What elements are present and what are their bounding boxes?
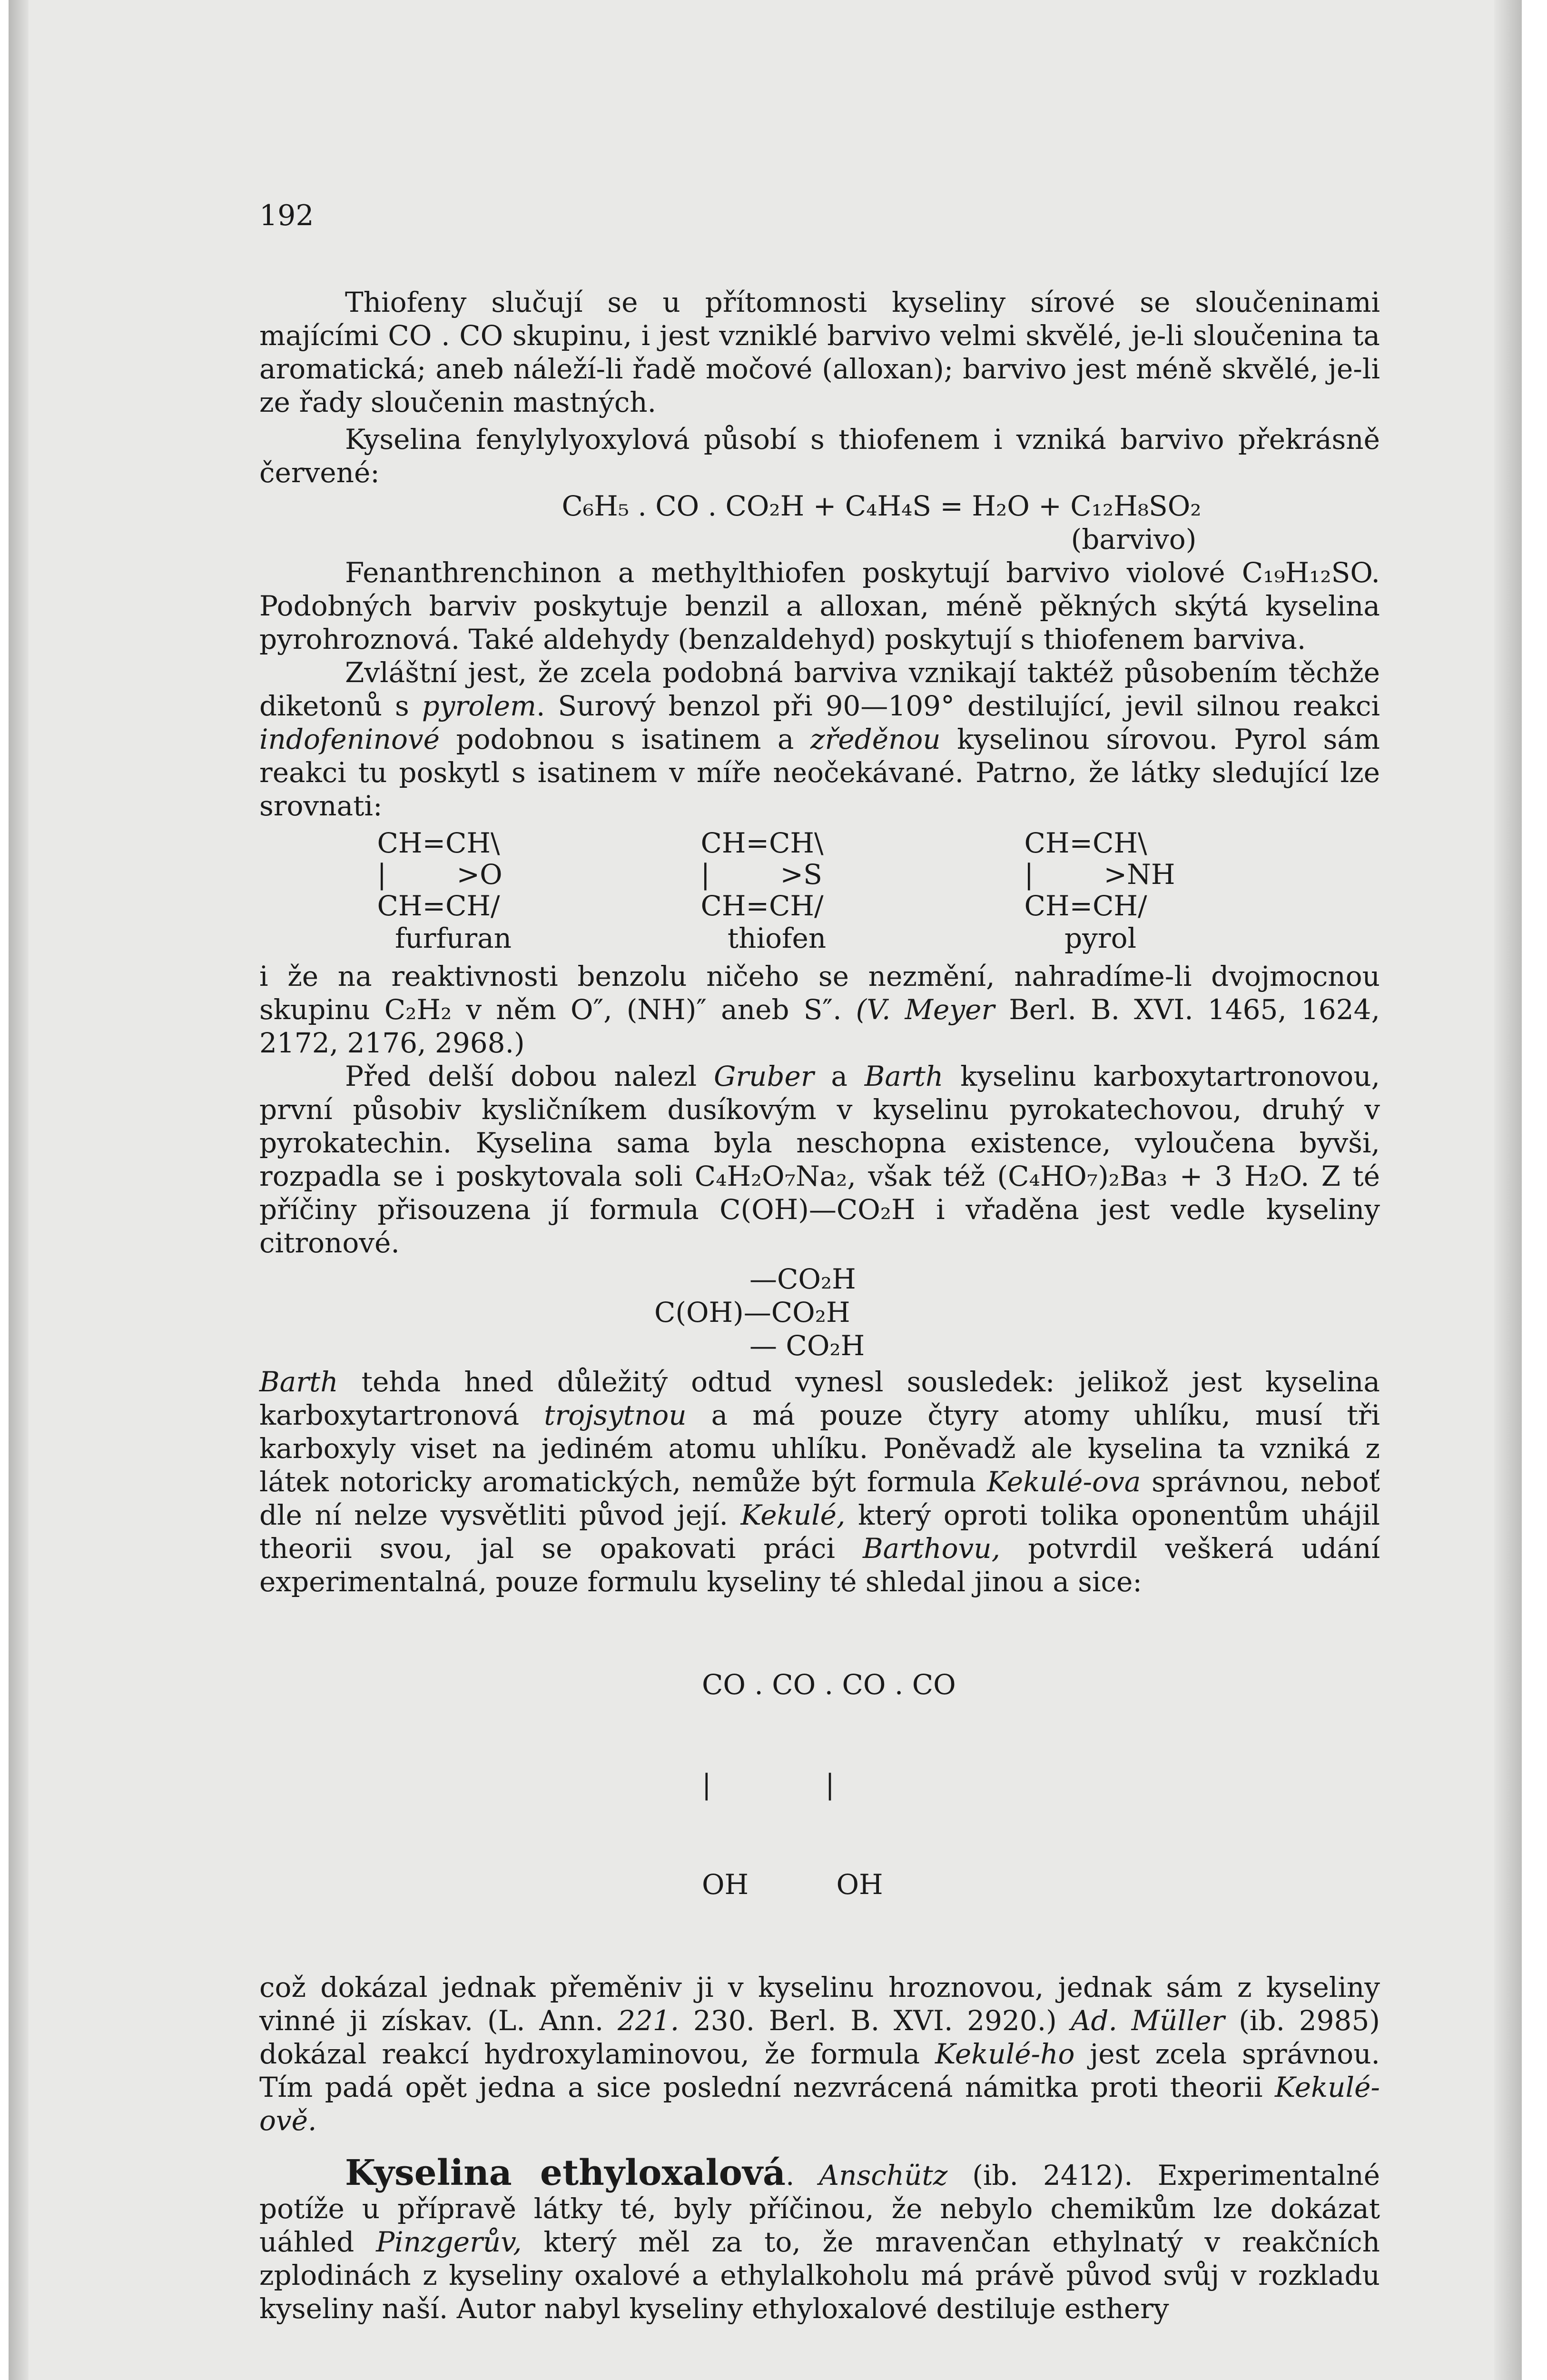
scan-shadow-right xyxy=(1494,0,1522,2380)
formula-line: OH OH xyxy=(702,1868,883,1901)
italic-anschutz: Anschütz xyxy=(819,2159,948,2192)
text-run: tehda hned důležitý odtud vynesl sousledek: jelikož jest kyselina karboxytartronová xyxy=(259,1366,1380,1431)
text-run: správnou, neboť dle ní nelze vysvětliti původ její. xyxy=(259,1466,1380,1531)
ring-top: CH=CH xyxy=(700,827,815,859)
italic-221: 221. xyxy=(618,2004,680,2037)
paragraph-ethyloxalova: Kyselina ethyloxalová. Anschütz (ib. 2412). Experimentalné potíže u přípravě látky té, byly příčinou, že nebylo chemikům lze dokázat uáhled Pinzgerův, který měl za to, že mravenčan ethylnatý v reakčních zplodinách z kyseliny oxalové a ethylalkoholu má právě původ svůj v rozkladu kyseliny naší. Autor nabyl kyseliny ethyloxalové destiluje esthery xyxy=(259,2152,1380,2325)
formula-karboxytartronova xyxy=(654,1262,1380,1362)
paragraph-reaktivnost xyxy=(259,960,1380,1060)
page-body xyxy=(259,286,1380,2325)
ring-name: thiofen xyxy=(727,922,827,954)
italic-barthovu: Barthovu, xyxy=(863,1532,1001,1565)
text-run: podobnou s isatinem a xyxy=(456,723,794,755)
italic-meyer: (V. Meyer xyxy=(856,993,995,1026)
text-run: který měl za to, že mravenčan ethylnatý v reakčních zplodinách z kyseliny oxalové a ethylalkoholu má právě původ svůj v rozkladu kyseliny naší. Autor nabyl kyseliny ethyloxalové destiluje esthery xyxy=(259,2226,1380,2325)
text-run: Před delší dobou nalezl xyxy=(345,1060,697,1092)
equation-barvivo: C₆H₅ . CO . CO₂H + C₄H₄S = H₂O + C₁₂H₈SO₂ xyxy=(562,490,1202,522)
text-run: a má pouze čtyry atomy uhlíku, musí tři karboxyly viset na jediném atomu uhlíku. Poněvadž ale kyselina ta vzniká z látek notoricky aromatických, nemůže být formula xyxy=(259,1399,1380,1498)
ring-furfuran: CH=CH\ | >O CH=CH/ furfuran xyxy=(377,827,577,955)
ring-bottom: CH=CH xyxy=(377,890,491,922)
ring-hetero: O xyxy=(480,858,503,891)
paragraph-hroznova xyxy=(259,1971,1380,2137)
text-run: kyselinou sírovou. Pyrol sám reakci tu poskytl s isatinem v míře neočekávané. Patrno, že látky sledující lze srovnati: xyxy=(259,723,1380,822)
ring-top: CH=CH xyxy=(377,827,491,859)
paragraph-gruber-barth xyxy=(259,1060,1380,1259)
text-run: Berl. B. XVI. 1465, 1624, 2172, 2176, 2968.) xyxy=(259,993,1380,1059)
text-run: (ib. 2412). Experimentalné potíže u přípravě látky té, byly příčinou, že nebylo chemikům lze dokázat uáhled xyxy=(259,2159,1380,2258)
ring-bottom: CH=CH xyxy=(700,890,815,922)
text-run: i že na reaktivnosti benzolu ničeho se nezmění, nahradíme-li dvojmocnou skupinu C₂H₂ v něm O″, (NH)″ aneb S″. xyxy=(259,960,1380,1026)
italic-pyrolem: pyrolem xyxy=(422,690,537,722)
page-number: 192 xyxy=(259,199,314,232)
formula-line: CO . CO . CO . CO xyxy=(702,1668,956,1701)
ring-hetero: NH xyxy=(1127,858,1175,891)
italic-barth: Barth xyxy=(259,1366,338,1398)
text-run: jest zcela správnou. Tím padá opět jedna a sice poslední nezvrácená námitka proti theorii xyxy=(259,2038,1380,2103)
italic-barth: Barth xyxy=(864,1060,944,1092)
paragraph-kyselina-fenylylyoxylova: Kyselina fenylylyoxylová působí s thiofenem i vzniká barvivo překrásně červené: xyxy=(259,423,1380,489)
italic-pinzger: Pinzgerův, xyxy=(376,2226,522,2258)
italic-muller: Ad. Müller xyxy=(1071,2004,1225,2037)
italic-indofeninove: indofeninové xyxy=(259,723,440,755)
ring-name: pyrol xyxy=(1064,922,1137,954)
ring-comparison xyxy=(221,827,1380,955)
ring-name: furfuran xyxy=(394,922,512,954)
paragraph-zvlastni xyxy=(259,656,1380,823)
ring-hetero: S xyxy=(803,858,822,891)
paragraph-barth-sousledek xyxy=(259,1365,1380,1598)
italic-kekule: Kekulé, xyxy=(740,1499,846,1531)
text-run: 230. Berl. B. XVI. 2920.) xyxy=(693,2004,1057,2037)
formula-line: —CO₂H xyxy=(749,1263,856,1295)
italic-kekule-ove: Kekulé-ově. xyxy=(259,2071,1380,2137)
paragraph-fenanthrenchinon: Fenanthrenchinon a methylthiofen poskytují barvivo violové C₁₉H₁₂SO. Podobných barviv poskytuje benzil a alloxan, méně pěkných skýtá kyselina pyrohroznová. Také aldehydy (benzaldehyd) poskytují s thiofenem barviva. xyxy=(259,556,1380,655)
text-run: kyselinu karboxytartronovou, první působiv kysličníkem dusíkovým v kyselinu pyrokatechovou, druhý v pyrokatechin. Kyselina sama byla neschopna existence, vyloučena byvši, rozpadla se i poskytovala soli C₄H₂O₇Na₂, však též (C₄HO₇)₂Ba₃ + 3 H₂O. Z té příčiny přisouzena jí formula C(OH)—CO₂H i vřaděna jest vedle kyseliny citronové. xyxy=(259,1060,1380,1259)
formula-kekule xyxy=(702,1601,1380,1968)
text-run: potvrdil veškerá udání experimentalná, pouze formulu kyseliny té shledal jinou a sice: xyxy=(259,1532,1380,1598)
formula-line: — CO₂H xyxy=(749,1329,865,1362)
text-run: (ib. 2985) dokázal reakcí hydroxylaminovou, že formula xyxy=(259,2004,1380,2070)
italic-kekule-ova: Kekulé-ova xyxy=(986,1466,1141,1498)
formula-line: | | xyxy=(702,1768,835,1801)
ring-thiofen: CH=CH\ | >S CH=CH/ thiofen xyxy=(701,827,901,955)
formula-line: C(OH)—CO₂H xyxy=(654,1296,850,1329)
paragraph-thiofeny: Thiofeny slučují se u přítomnosti kyseliny sírové se sloučeninami majícími CO . CO skupinu, i jest vzniklé barvivo velmi skvělé, je-li sloučenina ta aromatická; aneb náleží-li řadě močové (alloxan); barvivo jest méně skvělé, je-li ze řady sloučenin mastných. xyxy=(259,286,1380,418)
text-run: což dokázal jednak přeměniv ji v kyselinu hroznovou, jednak sám z kyseliny vinné ji získav. (L. Ann. xyxy=(259,1971,1380,2037)
text-run: . Surový benzol při 90—109° destilující, jevil silnou reakci xyxy=(536,690,1380,722)
scan-shadow-left xyxy=(9,0,30,2380)
text-run: který oproti tolika oponentům uhájil theorii svou, jal se opakovati práci xyxy=(259,1499,1380,1565)
text-run: a xyxy=(831,1060,847,1092)
equation-note: (barvivo) xyxy=(1071,523,1197,555)
italic-trojsytnou: trojsytnou xyxy=(544,1399,687,1431)
italic-kekule-ho: Kekulé-ho xyxy=(935,2038,1075,2070)
ring-pyrol: CH=CH\ | >NH CH=CH/ pyrol xyxy=(1025,827,1224,955)
italic-zredenou: zředěnou xyxy=(810,723,941,755)
section-heading: Kyselina ethyloxalová xyxy=(345,2152,786,2193)
text-run: Zvláštní jest, že zcela podobná barviva vznikají taktéž působením těchže diketonů s xyxy=(259,656,1380,722)
ring-bottom: CH=CH xyxy=(1024,890,1138,922)
italic-gruber: Gruber xyxy=(714,1060,814,1092)
ring-top: CH=CH xyxy=(1024,827,1138,859)
